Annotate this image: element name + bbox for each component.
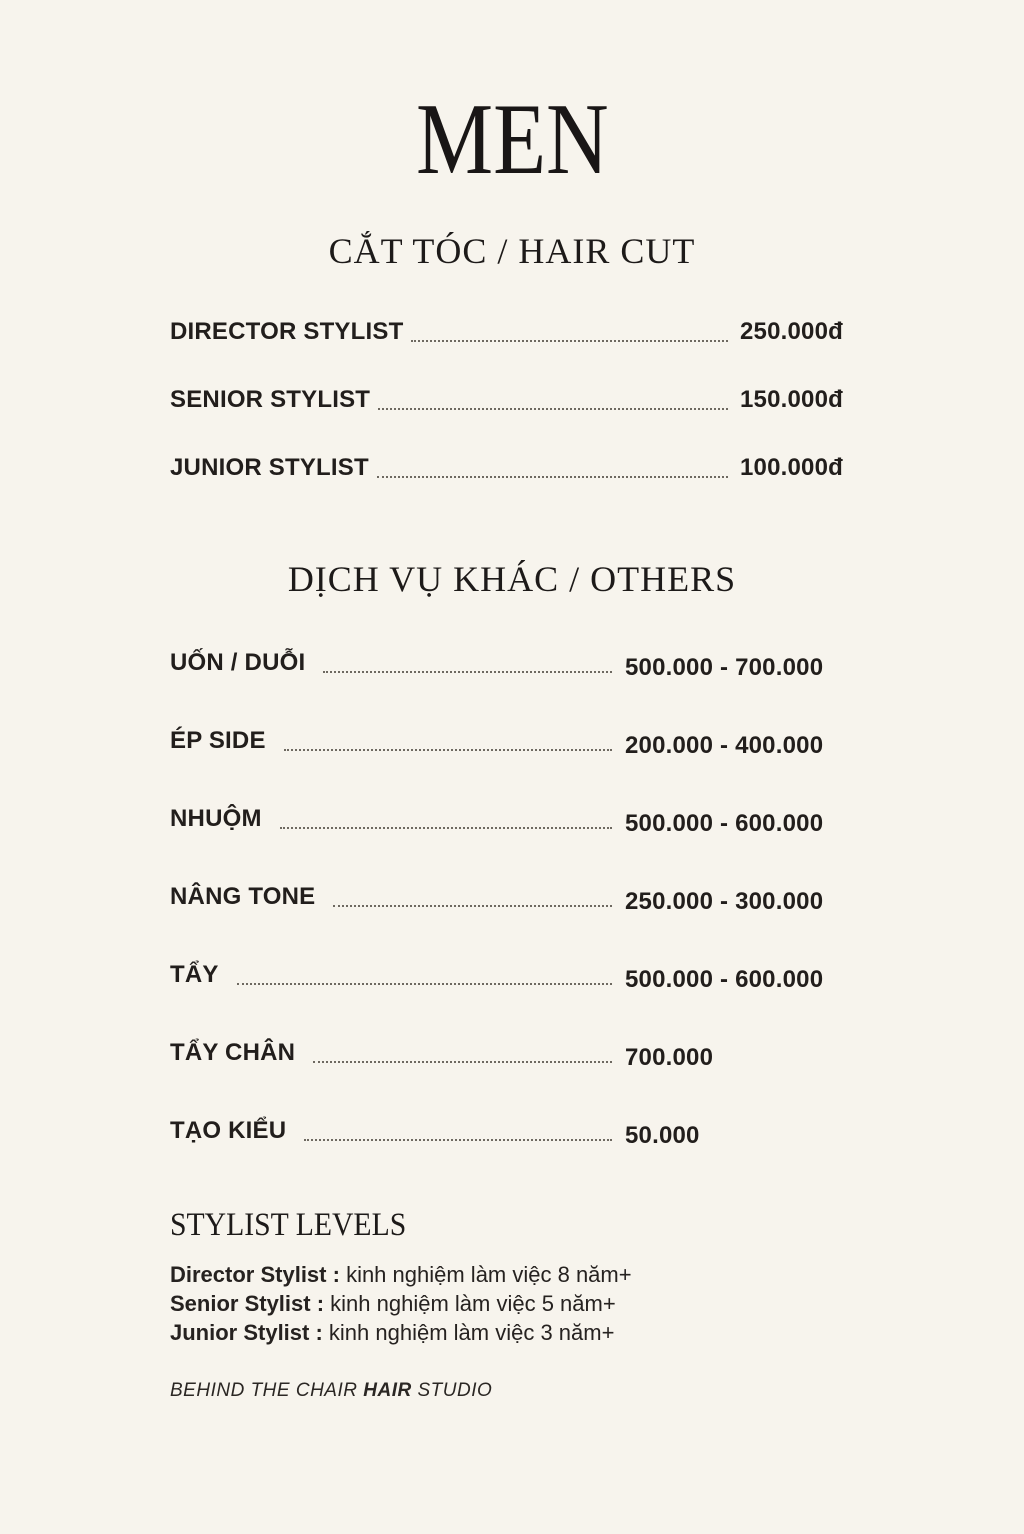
service-label: JUNIOR STYLIST bbox=[170, 454, 369, 482]
others-price-list bbox=[0, 647, 1024, 1150]
service-price: 700.000 bbox=[625, 1044, 714, 1072]
service-label: SENIOR STYLIST bbox=[170, 386, 371, 414]
service-price: 500.000 - 600.000 bbox=[625, 966, 824, 994]
dotted-leader bbox=[280, 827, 612, 829]
stylist-levels-heading: STYLIST LEVELS bbox=[170, 1207, 407, 1244]
service-price: 50.000 bbox=[625, 1122, 700, 1150]
service-label: TẠO KIỂU bbox=[170, 1117, 287, 1145]
menu-row bbox=[170, 384, 843, 414]
stylist-role: Director Stylist : bbox=[170, 1262, 340, 1288]
stylist-level-entry bbox=[170, 1289, 1024, 1318]
dotted-leader bbox=[377, 476, 728, 478]
service-label: UỐN / DUỖI bbox=[170, 649, 306, 677]
stylist-level-entry bbox=[170, 1260, 1024, 1289]
stylist-levels-list bbox=[170, 1260, 1024, 1347]
dotted-leader bbox=[304, 1139, 612, 1141]
footer-suffix: STUDIO bbox=[417, 1380, 493, 1402]
service-price: 500.000 - 600.000 bbox=[625, 810, 824, 838]
service-label: ÉP SIDE bbox=[170, 727, 266, 755]
dotted-leader bbox=[237, 983, 612, 985]
menu-row bbox=[170, 647, 843, 682]
stylist-role: Junior Stylist : bbox=[170, 1320, 323, 1346]
dotted-leader bbox=[333, 905, 612, 907]
menu-row bbox=[170, 1037, 843, 1072]
stylist-level-entry bbox=[170, 1318, 1024, 1347]
dotted-leader bbox=[323, 671, 612, 673]
footer-prefix: BEHIND THE CHAIR bbox=[170, 1380, 358, 1402]
dotted-leader bbox=[378, 408, 728, 410]
menu-row bbox=[170, 881, 843, 916]
dotted-leader bbox=[411, 340, 728, 342]
section-heading-haircut: CẮT TÓC / HAIR CUT bbox=[328, 231, 696, 272]
service-price: 200.000 - 400.000 bbox=[625, 732, 824, 760]
menu-row bbox=[170, 803, 843, 838]
service-price: 100.000đ bbox=[739, 454, 843, 482]
menu-row bbox=[170, 452, 843, 482]
studio-footer bbox=[170, 1380, 1024, 1402]
service-price: 500.000 - 700.000 bbox=[625, 654, 824, 682]
section-heading-others: DỊCH VỤ KHÁC / OTHERS bbox=[287, 559, 737, 600]
haircut-price-list bbox=[0, 316, 1024, 482]
dotted-leader bbox=[284, 749, 612, 751]
service-price: 250.000đ bbox=[739, 318, 843, 346]
page-title bbox=[0, 83, 1024, 196]
service-label: NHUỘM bbox=[170, 805, 262, 833]
stylist-description: kinh nghiệm làm việc 8 năm+ bbox=[346, 1262, 632, 1288]
footer-brand: HAIR bbox=[363, 1380, 412, 1402]
menu-row bbox=[170, 959, 843, 994]
service-label: DIRECTOR STYLIST bbox=[170, 318, 404, 346]
stylist-description: kinh nghiệm làm việc 5 năm+ bbox=[330, 1291, 616, 1317]
service-label: NÂNG TONE bbox=[170, 883, 316, 911]
service-price: 250.000 - 300.000 bbox=[625, 888, 824, 916]
stylist-role: Senior Stylist : bbox=[170, 1291, 325, 1317]
service-price: 150.000đ bbox=[739, 386, 843, 414]
dotted-leader bbox=[313, 1061, 612, 1063]
menu-row bbox=[170, 316, 843, 346]
service-label: TẨY CHÂN bbox=[170, 1039, 296, 1067]
stylist-description: kinh nghiệm làm việc 3 năm+ bbox=[328, 1320, 615, 1346]
menu-row bbox=[170, 1115, 843, 1150]
service-label: TẨY bbox=[170, 961, 219, 989]
page-title-text: MEN bbox=[415, 83, 609, 196]
menu-row bbox=[170, 725, 843, 760]
